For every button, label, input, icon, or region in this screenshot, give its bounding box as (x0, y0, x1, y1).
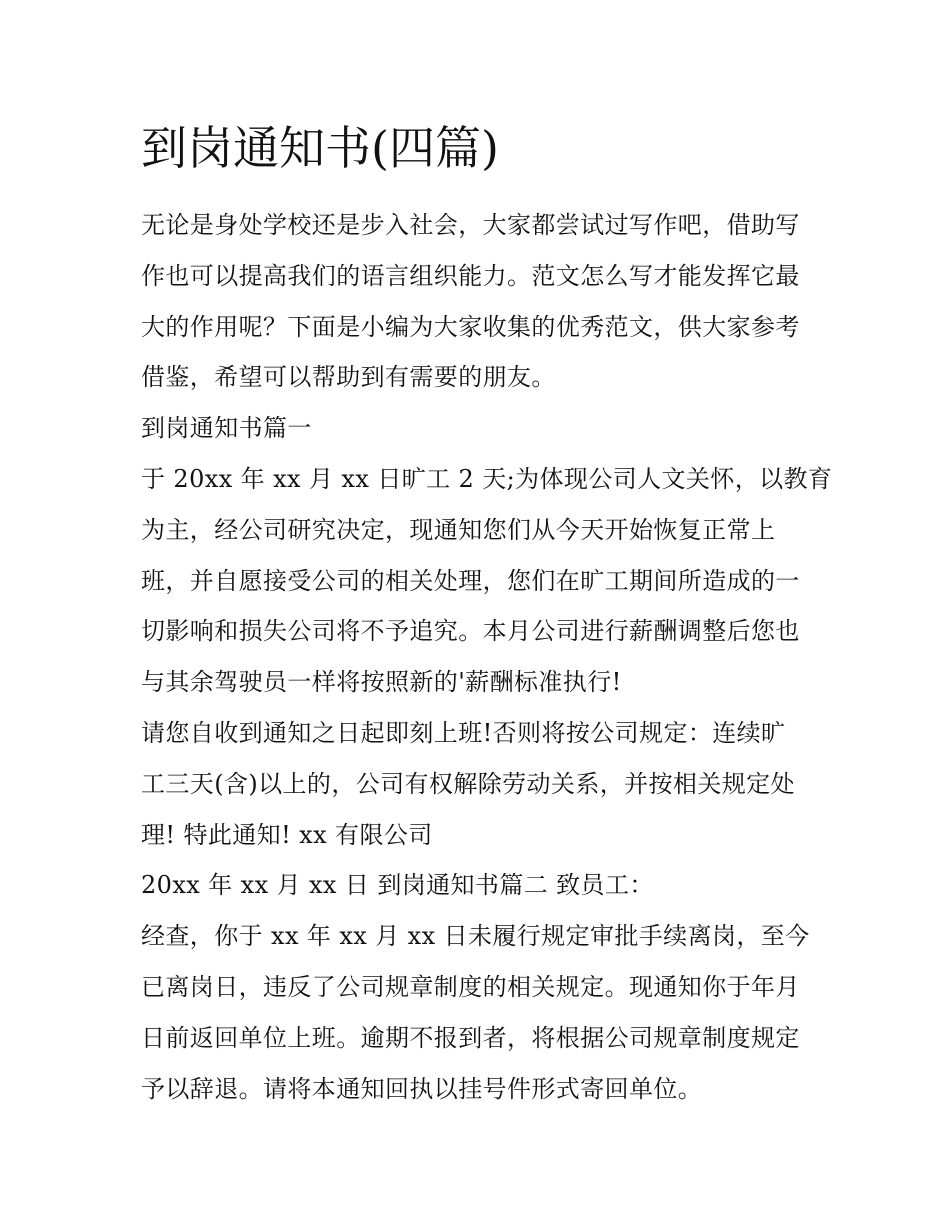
body-line: 大的作用呢？下面是小编为大家收集的优秀范文，供大家参考 (141, 312, 800, 341)
body-line: 借鉴，希望可以帮助到有需要的朋友。 (141, 363, 556, 392)
body-line: 予以辞退。请将本通知回执以挂号件形式寄回单位。 (141, 1074, 703, 1103)
body-line: 切影响和损失公司将不予追究。本月公司进行薪酬调整后您也 (141, 617, 800, 646)
body-line: 理! 特此通知! xx 有限公司 (141, 820, 433, 849)
body-line: 班，并自愿接受公司的相关处理，您们在旷工期间所造成的一 (141, 566, 800, 595)
body-line: 20xx 年 xx 月 xx 日 到岗通知书篇二 致员工： (141, 871, 654, 900)
body-line: 请您自收到通知之日起即刻上班!否则将按公司规定：连续旷 (141, 718, 786, 747)
body-line: 已离岗日，违反了公司规章制度的相关规定。现通知你于年月 (141, 972, 800, 1001)
document-body (141, 200, 833, 1114)
body-line: 于 20xx 年 xx 月 xx 日旷工 2 天;为体现公司人文关怀，以教育 (141, 464, 833, 493)
body-line: 为主，经公司研究决定，现通知您们从今天开始恢复正常上 (141, 515, 776, 544)
body-line: 作也可以提高我们的语言组织能力。范文怎么写才能发挥它最 (141, 261, 800, 290)
body-line: 与其余驾驶员一样将按照新的'薪酬标准执行! (141, 668, 622, 697)
body-line: 日前返回单位上班。逾期不报到者，将根据公司规章制度规定 (141, 1023, 800, 1052)
section-heading: 到岗通知书篇一 (141, 414, 312, 443)
body-line: 经查，你于 xx 年 xx 月 xx 日未履行规定审批手续离岗，至今 (141, 922, 810, 951)
body-line: 工三天(含)以上的，公司有权解除劳动关系，并按相关规定处 (141, 769, 795, 798)
document-title: 到岗通知书(四篇) (141, 121, 499, 175)
body-line: 无论是身处学校还是步入社会，大家都尝试过写作吧，借助写 (141, 211, 800, 239)
